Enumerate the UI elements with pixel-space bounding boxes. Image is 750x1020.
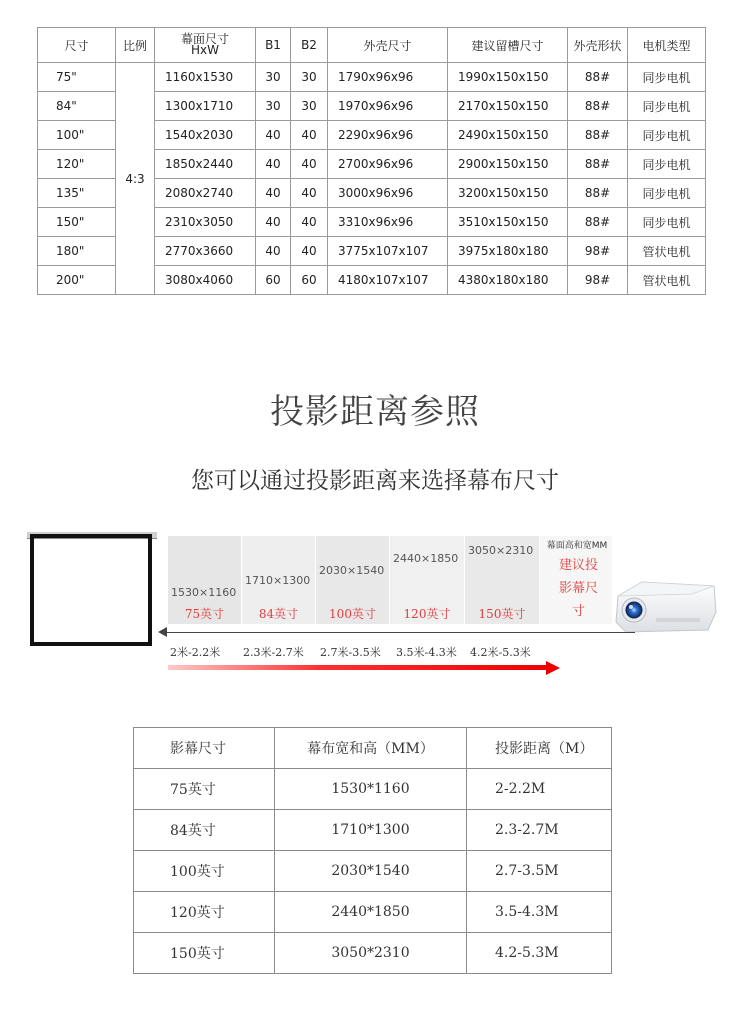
red-arrow-head [546,661,560,675]
cell-size: 84" [38,92,116,121]
cell-slot: 2490x150x150 [448,121,568,150]
cell-screen: 3080x4060 [155,266,256,295]
header-screen-line1: 幕面尺寸 [180,32,229,46]
cell-slot: 1990x150x150 [448,63,568,92]
cell-motor: 同步电机 [628,179,706,208]
cell-b1: 30 [256,63,291,92]
cell-shape: 88# [568,63,628,92]
cell-slot: 2170x150x150 [448,92,568,121]
distance-label: 2.3米-2.7米 [243,646,304,659]
cell-b1: 40 [256,237,291,266]
ref-cell-size: 150英寸 [134,933,275,974]
screen-size-bar [316,536,389,624]
cell-housing: 4180x107x107 [328,266,448,295]
distance-label: 3.5米-4.3米 [396,646,457,659]
cell-motor: 同步电机 [628,63,706,92]
ref-cell-size: 100英寸 [134,851,275,892]
cell-size: 100" [38,121,116,150]
ref-header-size: 影幕尺寸 [134,728,275,769]
header-ratio: 比例 [116,28,155,63]
cell-shape: 88# [568,179,628,208]
ref-cell-dimensions: 1710*1300 [275,810,467,851]
cell-b1: 60 [256,266,291,295]
cell-shape: 88# [568,121,628,150]
ref-cell-distance: 2-2.2M [467,769,612,810]
spec-header-row [38,28,706,63]
cell-size: 200" [38,266,116,295]
cell-screen: 1300x1710 [155,92,256,121]
spec-table-row [38,63,706,92]
ref-cell-size: 84英寸 [134,810,275,851]
ref-table-row [134,851,612,892]
ref-cell-distance: 4.2-5.3M [467,933,612,974]
header-slot: 建议留槽尺寸 [448,28,568,63]
header-shape: 外壳形状 [568,28,628,63]
cell-housing: 1970x96x96 [328,92,448,121]
page-title: 投影距离参照 [270,392,480,432]
bar-inch-label: 120英寸 [403,607,451,621]
cell-motor: 管状电机 [628,266,706,295]
cell-slot: 3200x150x150 [448,179,568,208]
cell-screen: 1160x1530 [155,63,256,92]
header-b2: B2 [291,28,328,63]
cell-ratio: 4:3 [116,63,155,295]
cell-b2: 40 [291,179,328,208]
cell-b2: 30 [291,63,328,92]
cell-motor: 同步电机 [628,121,706,150]
bar-size-label: 1530×1160 [171,586,237,599]
cell-housing: 2290x96x96 [328,121,448,150]
cell-slot: 2900x150x150 [448,150,568,179]
spec-table [37,27,706,295]
cell-b1: 40 [256,150,291,179]
ref-table-row [134,810,612,851]
screen-size-bar [168,536,241,624]
ref-table-row [134,933,612,974]
header-housing: 外壳尺寸 [328,28,448,63]
cell-shape: 88# [568,92,628,121]
distance-label: 4.2米-5.3米 [470,646,531,659]
cell-shape: 88# [568,208,628,237]
cell-b1: 40 [256,208,291,237]
cell-b2: 40 [291,237,328,266]
ref-header-distance: 投影距离（M） [467,728,612,769]
screen-size-bar [242,536,315,624]
header-screen-line2: HxW [191,43,219,57]
cell-size: 75" [38,63,116,92]
cell-b2: 30 [291,92,328,121]
distance-label: 2米-2.2米 [170,646,221,659]
suggest-head-label: 幕面高和宽MM [546,541,608,551]
cell-motor: 同步电机 [628,208,706,237]
red-direction-arrow [168,665,548,670]
header-size: 尺寸 [38,28,116,63]
header-b1: B1 [256,28,291,63]
cell-screen: 1540x2030 [155,121,256,150]
cell-b2: 40 [291,121,328,150]
cell-b2: 40 [291,208,328,237]
ref-header-row [134,728,612,769]
ref-cell-dimensions: 2030*1540 [275,851,467,892]
ref-table-body [134,769,612,974]
bar-inch-label: 100英寸 [329,607,376,621]
page-subtitle: 您可以通过投影距离来选择幕布尺寸 [191,468,559,494]
cell-b1: 40 [256,121,291,150]
bar-size-label: 3050×2310 [468,544,534,557]
cell-b1: 30 [256,92,291,121]
cell-motor: 同步电机 [628,150,706,179]
suggest-size-label: 建议投影幕尺寸 [558,558,598,619]
ref-cell-dimensions: 3050*2310 [275,933,467,974]
distance-label: 2.7米-3.5米 [320,646,381,659]
cell-b1: 40 [256,179,291,208]
cell-motor: 管状电机 [628,237,706,266]
ref-cell-size: 120英寸 [134,892,275,933]
cell-size: 150" [38,208,116,237]
ref-table-row [134,769,612,810]
ref-cell-distance: 2.7-3.5M [467,851,612,892]
distance-arrow-line [165,632,635,633]
cell-b2: 60 [291,266,328,295]
cell-screen: 2770x3660 [155,237,256,266]
spec-table-body [38,63,706,295]
cell-shape: 98# [568,237,628,266]
bar-size-label: 1710×1300 [245,574,311,587]
cell-size: 120" [38,150,116,179]
cell-housing: 3310x96x96 [328,208,448,237]
ref-header-dimensions: 幕布宽和高（MM） [275,728,467,769]
header-screen [155,28,256,63]
bar-size-label: 2030×1540 [319,564,385,577]
cell-b2: 40 [291,150,328,179]
ref-table-row [134,892,612,933]
projector-icon [612,578,720,636]
cell-slot: 3975x180x180 [448,237,568,266]
bar-inch-label: 84英寸 [258,607,299,621]
projection-reference-table [133,727,612,974]
bar-size-label: 2440×1850 [393,552,459,565]
ref-cell-dimensions: 1530*1160 [275,769,467,810]
cell-screen: 2310x3050 [155,208,256,237]
screen-size-bar [390,536,464,624]
bar-inch-label: 75英寸 [184,607,225,621]
cell-housing: 2700x96x96 [328,150,448,179]
cell-housing: 3000x96x96 [328,179,448,208]
cell-housing: 3775x107x107 [328,237,448,266]
cell-slot: 3510x150x150 [448,208,568,237]
cell-shape: 88# [568,150,628,179]
projection-screen-icon [30,534,152,646]
ref-cell-size: 75英寸 [134,769,275,810]
cell-shape: 98# [568,266,628,295]
cell-housing: 1790x96x96 [328,63,448,92]
cell-slot: 4380x180x180 [448,266,568,295]
screen-size-bar [465,536,539,624]
bar-inch-label: 150英寸 [478,607,526,621]
cell-size: 135" [38,179,116,208]
ref-cell-dimensions: 2440*1850 [275,892,467,933]
cell-motor: 同步电机 [628,92,706,121]
ref-cell-distance: 2.3-2.7M [467,810,612,851]
header-motor: 电机类型 [628,28,706,63]
cell-size: 180" [38,237,116,266]
cell-screen: 2080x2740 [155,179,256,208]
ref-cell-distance: 3.5-4.3M [467,892,612,933]
cell-screen: 1850x2440 [155,150,256,179]
